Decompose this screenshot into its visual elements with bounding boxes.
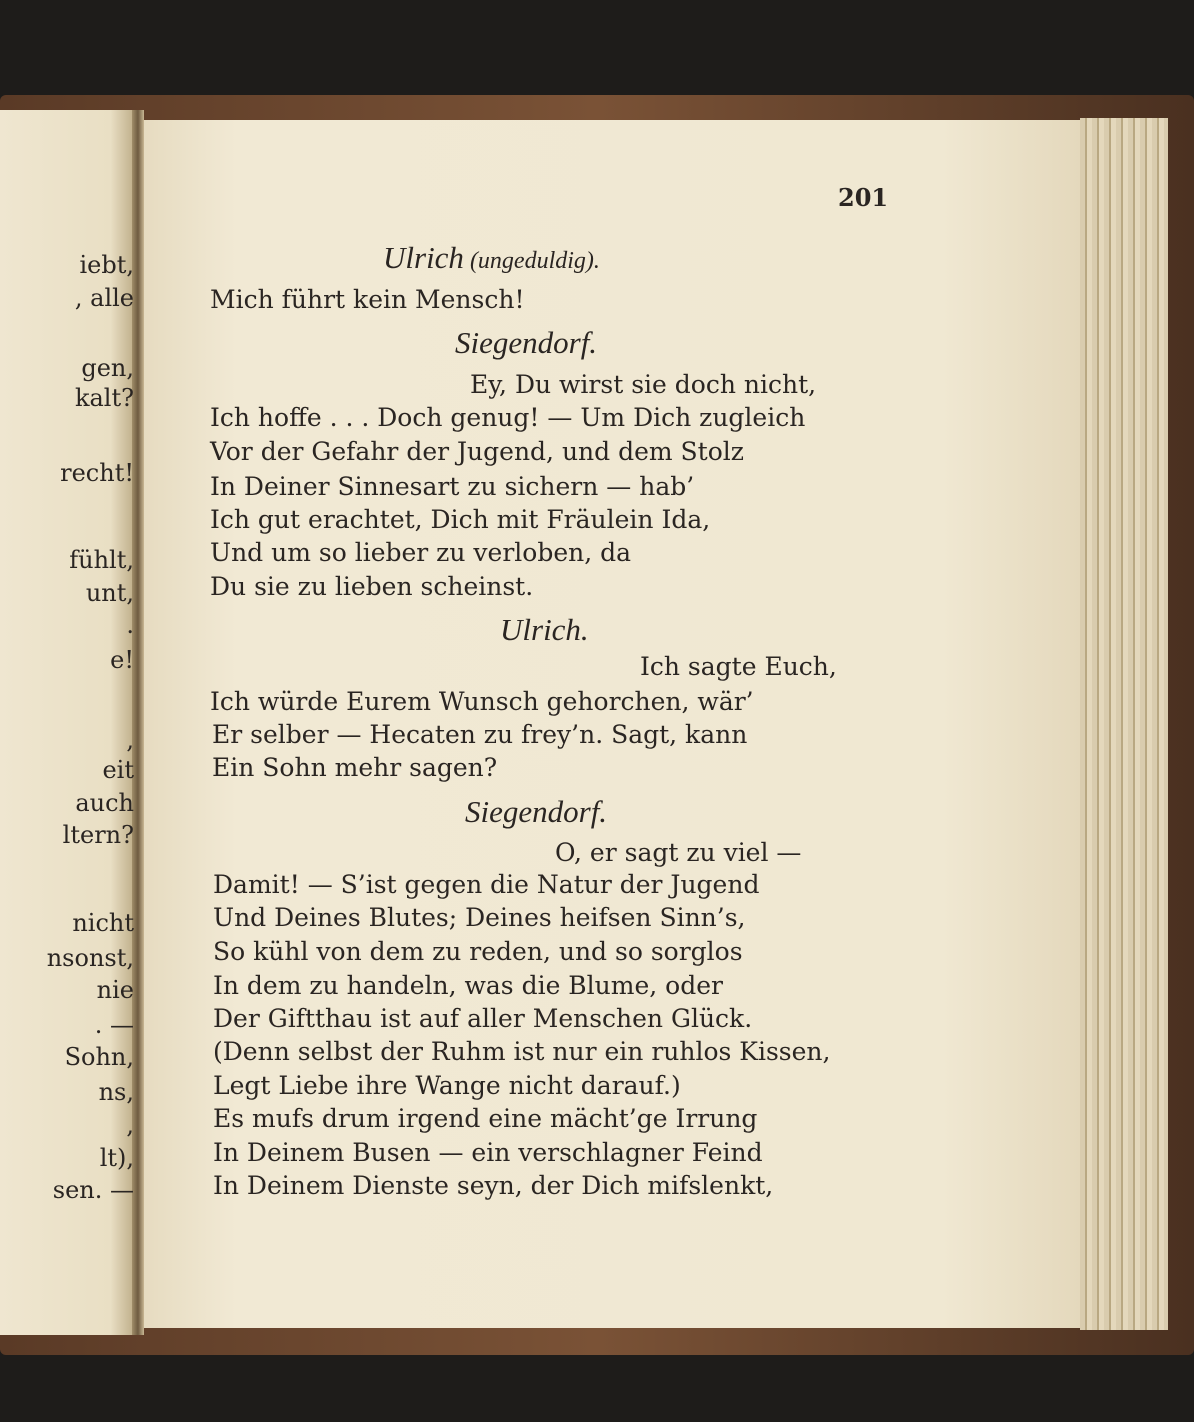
left-page-line-fragment: . xyxy=(126,611,134,639)
verse-line: In dem zu handeln, was die Blume, oder xyxy=(213,971,723,1000)
left-page-line-fragment: ltern? xyxy=(62,821,134,849)
left-page-line-fragment: iebt, xyxy=(79,251,134,279)
left-page-line-fragment: nie xyxy=(96,976,134,1004)
left-page-line-fragment: sen. — xyxy=(52,1176,134,1204)
verse-line: Legt Liebe ihre Wange nicht darauf.) xyxy=(213,1071,681,1100)
verse-line: Und um so lieber zu verloben, da xyxy=(210,538,632,567)
verse-line: Mich führt kein Mensch! xyxy=(210,285,525,314)
left-page-line-fragment: recht! xyxy=(60,459,134,487)
verse-line: Und Deines Blutes; Deines heifsen Sinn’s, xyxy=(213,903,746,932)
left-page-line-fragment: nsonst, xyxy=(46,944,134,972)
verse-line: Vor der Gefahr der Jugend, und dem Stolz xyxy=(210,437,744,466)
left-page-line-fragment: kalt? xyxy=(74,384,134,412)
verse-line: O, er sagt zu viel — xyxy=(555,838,802,867)
left-page-line-fragment: Sohn, xyxy=(64,1043,134,1071)
verse-line: In Deiner Sinnesart zu sichern — hab’ xyxy=(210,472,695,501)
page-edges xyxy=(1080,118,1168,1330)
page-number: 201 xyxy=(838,183,889,212)
verse-line: Ich gut erachtet, Dich mit Fräulein Ida, xyxy=(210,505,711,534)
left-page-line-fragment: gen, xyxy=(81,354,134,382)
verse-line: Du sie zu lieben scheinst. xyxy=(210,572,534,601)
left-page-line-fragment: , xyxy=(126,726,134,754)
verse-line: Ein Sohn mehr sagen? xyxy=(212,753,498,782)
verse-line: (Denn selbst der Ruhm ist nur ein ruhlos Kissen, xyxy=(213,1037,831,1066)
left-page-line-fragment: fühlt, xyxy=(69,546,134,574)
speaker-name: Ulrich. xyxy=(500,612,589,647)
verse-line: In Deinem Busen — ein verschlagner Feind xyxy=(213,1138,763,1167)
verse-line: Er selber — Hecaten zu frey’n. Sagt, kann xyxy=(212,720,748,749)
verse-line: In Deinem Dienste seyn, der Dich mifslenkt, xyxy=(213,1171,774,1200)
left-page-line-fragment: e! xyxy=(110,646,134,674)
speaker-name: Siegendorf. xyxy=(465,794,608,829)
left-page-line-fragment: , alle xyxy=(74,284,134,312)
verse-line: Damit! — S’ist gegen die Natur der Jugend xyxy=(213,870,760,899)
verse-line: So kühl von dem zu reden, und so sorglos xyxy=(213,937,743,966)
speaker-name: Ulrich (ungeduldig). xyxy=(383,240,600,275)
left-page-line-fragment: unt, xyxy=(85,579,134,607)
verse-line: Ich sagte Euch, xyxy=(640,652,837,681)
left-page-line-fragment: . — xyxy=(94,1011,134,1039)
stage-direction: (ungeduldig). xyxy=(463,248,600,274)
verse-line: Ich hoffe . . . Doch genug! — Um Dich zugleich xyxy=(210,403,806,432)
speaker-name: Siegendorf. xyxy=(455,325,598,360)
left-page-line-fragment: eit xyxy=(102,756,134,784)
verse-line: Es mufs drum irgend eine mächt’ge Irrung xyxy=(213,1104,758,1133)
left-page-line-fragment: ns, xyxy=(98,1078,134,1106)
left-page-line-fragment: auch xyxy=(75,789,134,817)
left-page-line-fragment: nicht xyxy=(72,909,134,937)
left-page-line-fragment: lt), xyxy=(99,1144,134,1172)
left-page-line-fragment: , xyxy=(126,1111,134,1139)
verse-line: Der Giftthau ist auf aller Menschen Glück. xyxy=(213,1004,753,1033)
verse-line: Ey, Du wirst sie doch nicht, xyxy=(470,370,817,399)
verse-line: Ich würde Eurem Wunsch gehorchen, wär’ xyxy=(210,687,754,716)
